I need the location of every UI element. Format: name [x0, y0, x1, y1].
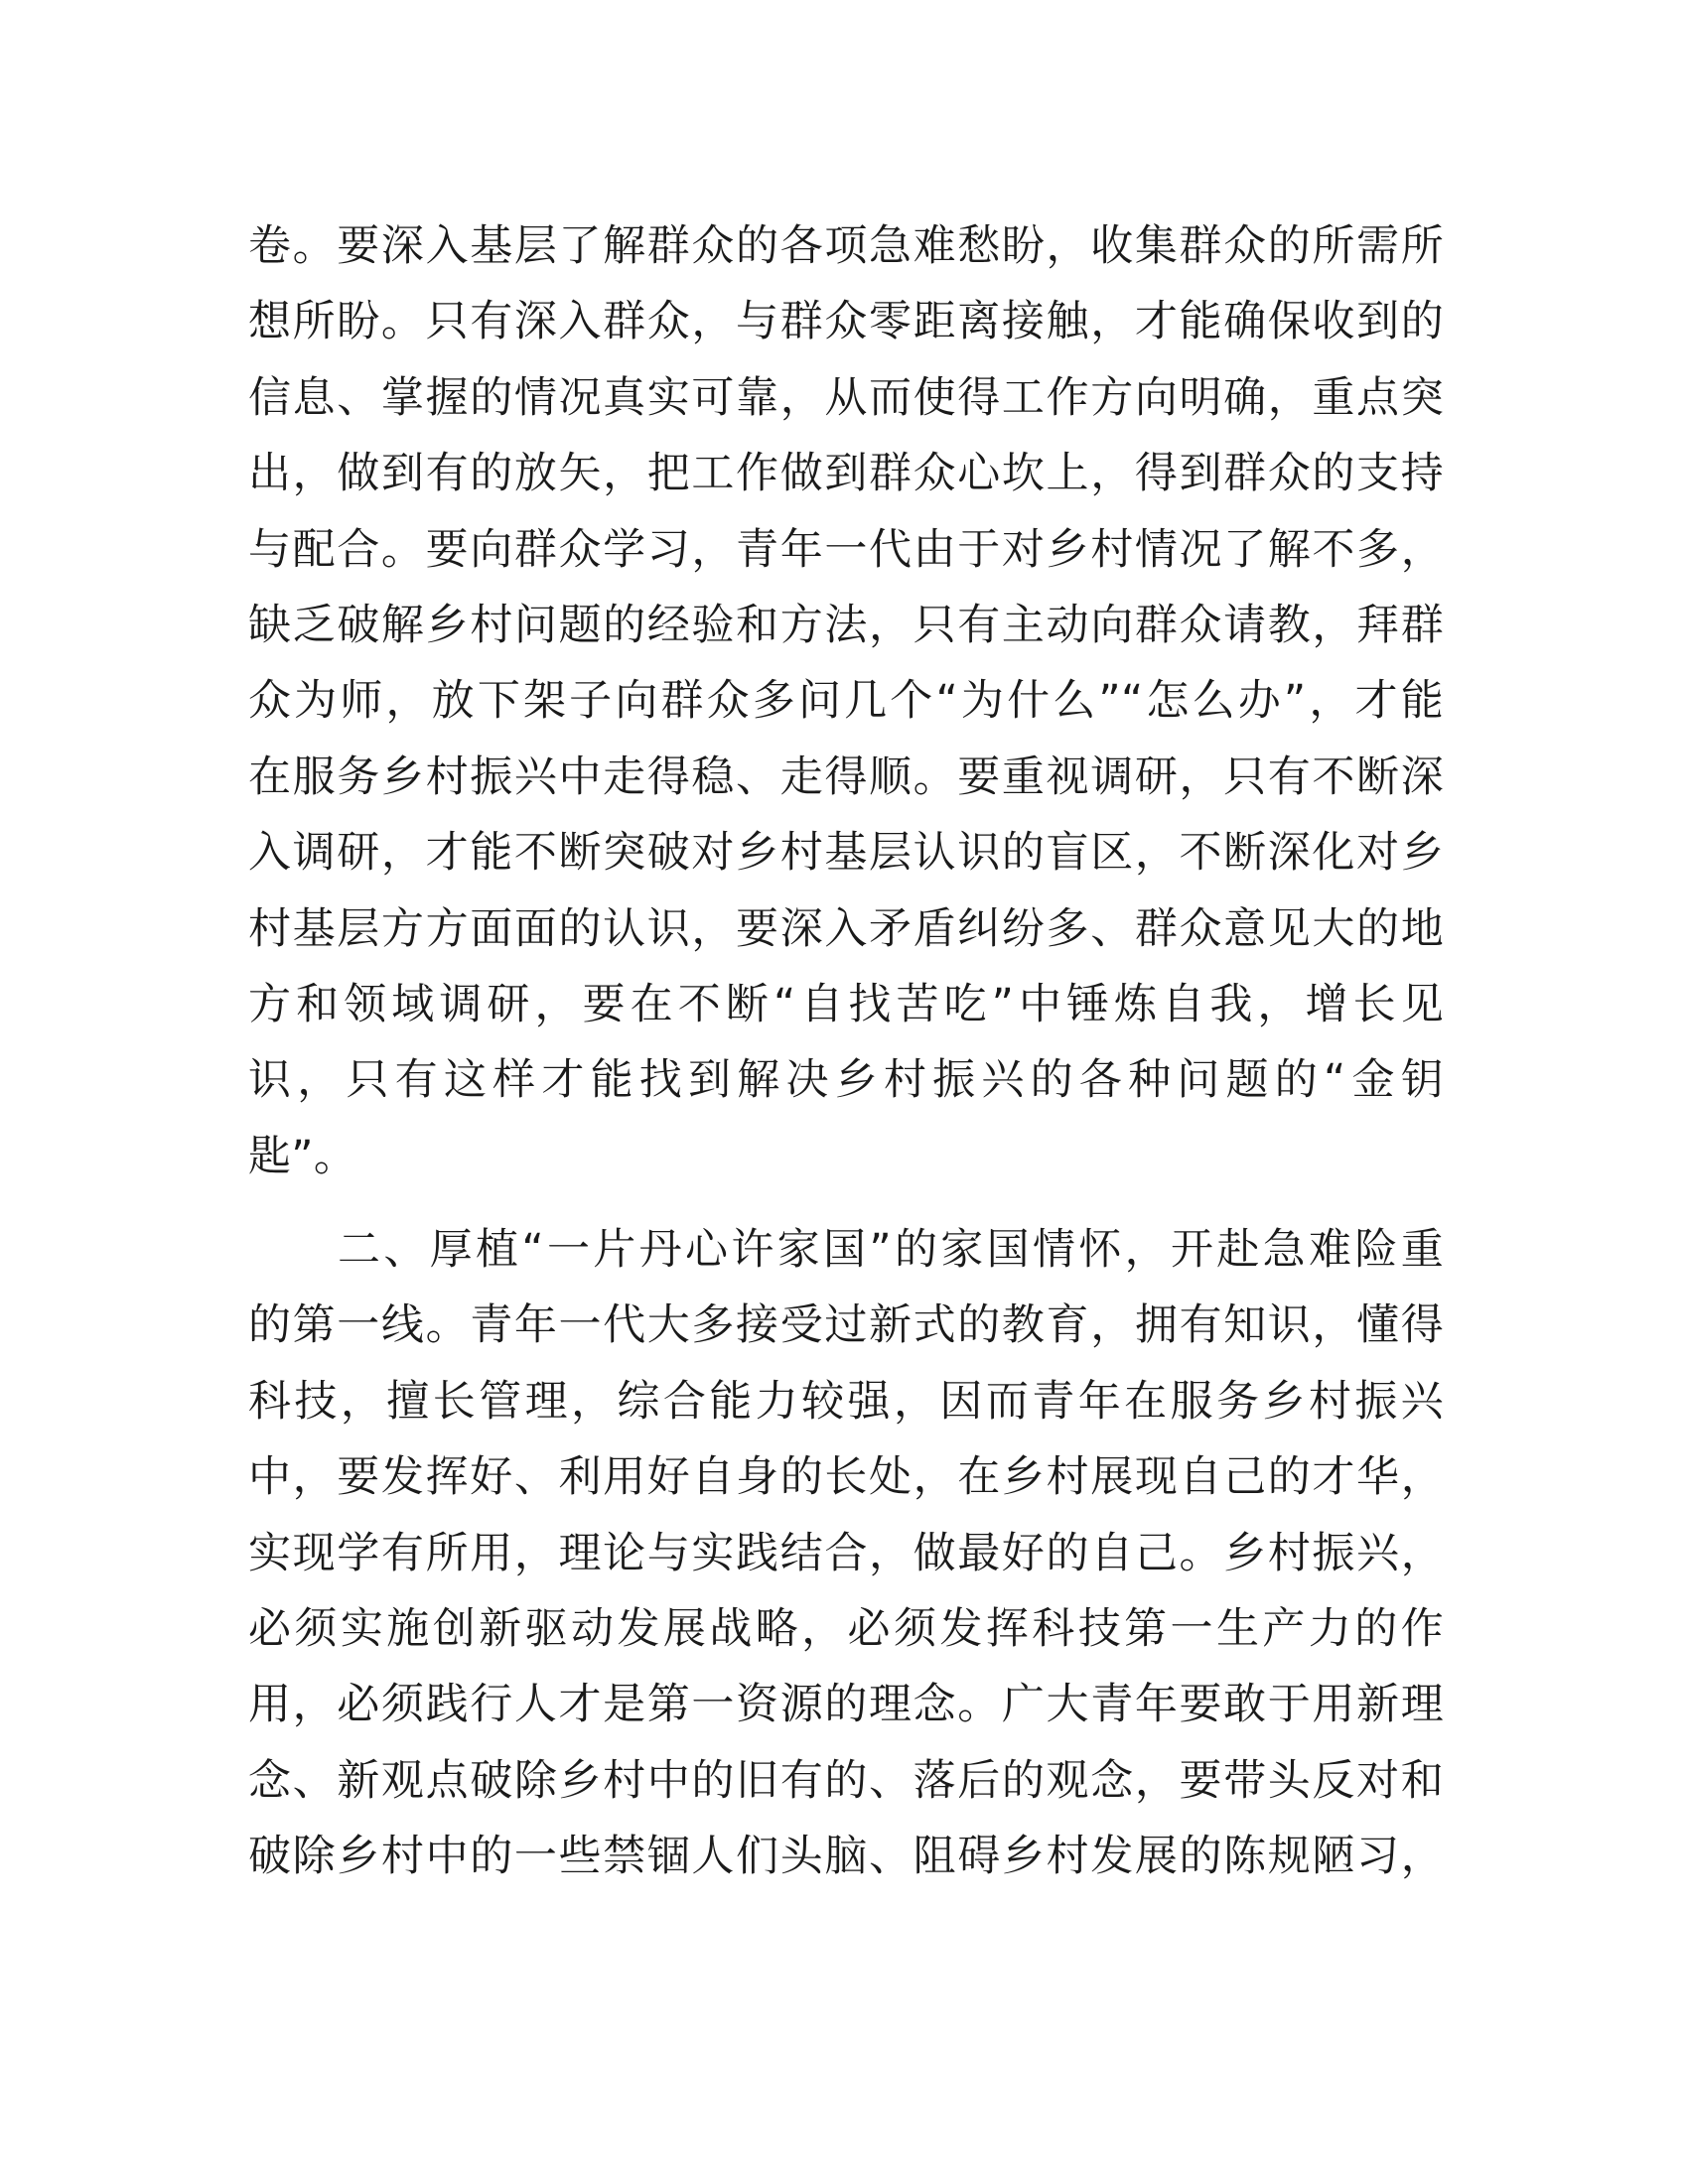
text-line: 卷。要深入基层了解群众的各项急难愁盼，收集群众的所需所 — [248, 221, 1444, 271]
text-line: 中，要发挥好、利用好自身的长处，在乡村展现自己的才华， — [248, 1452, 1444, 1503]
text-line: 想所盼。只有深入群众，与群众零距离接触，才能确保收到的 — [248, 297, 1444, 347]
text-line: 信息、掌握的情况真实可靠，从而使得工作方向明确，重点突 — [248, 372, 1444, 423]
text-line: 方和领域调研，要在不断“自找苦吃”中锤炼自我，增长见 — [248, 979, 1444, 1029]
paragraph-spacer — [248, 1194, 1444, 1212]
text-line: 实现学有所用，理论与实践结合，做最好的自己。乡村振兴， — [248, 1528, 1444, 1578]
body-text — [248, 208, 1444, 1895]
text-line: 众为师，放下架子向群众多问几个“为什么”“怎么办”，才能 — [248, 676, 1444, 727]
text-line: 匙”。 — [248, 1131, 357, 1181]
text-line: 与配合。要向群众学习，青年一代由于对乡村情况了解不多， — [248, 524, 1444, 575]
text-line: 出，做到有的放矢，把工作做到群众心坎上，得到群众的支持 — [248, 449, 1444, 499]
paragraph-1 — [248, 208, 1444, 1194]
text-line: 科技，擅长管理，综合能力较强，因而青年在服务乡村振兴 — [248, 1376, 1444, 1427]
text-line: 识，只有这样才能找到解决乡村振兴的各种问题的“金钥 — [248, 1055, 1444, 1106]
text-line: 缺乏破解乡村问题的经验和方法，只有主动向群众请教，拜群 — [248, 600, 1444, 650]
text-line: 破除乡村中的一些禁锢人们头脑、阻碍乡村发展的陈规陋习， — [248, 1832, 1444, 1882]
text-line: 入调研，才能不断突破对乡村基层认识的盲区，不断深化对乡 — [248, 828, 1444, 879]
text-line: 必须实施创新驱动发展战略，必须发挥科技第一生产力的作 — [248, 1604, 1444, 1655]
text-line: 念、新观点破除乡村中的旧有的、落后的观念，要带头反对和 — [248, 1755, 1444, 1806]
paragraph-2 — [248, 1212, 1444, 1895]
text-line: 村基层方方面面的认识，要深入矛盾纠纷多、群众意见大的地 — [248, 903, 1444, 954]
text-line: 二、厚植“一片丹心许家国”的家国情怀，开赴急难险重 — [338, 1225, 1444, 1276]
text-line: 在服务乡村振兴中走得稳、走得顺。要重视调研，只有不断深 — [248, 751, 1444, 802]
text-line: 用，必须践行人才是第一资源的理念。广大青年要敢于用新理 — [248, 1680, 1444, 1730]
text-line: 的第一线。青年一代大多接受过新式的教育，拥有知识，懂得 — [248, 1300, 1444, 1351]
